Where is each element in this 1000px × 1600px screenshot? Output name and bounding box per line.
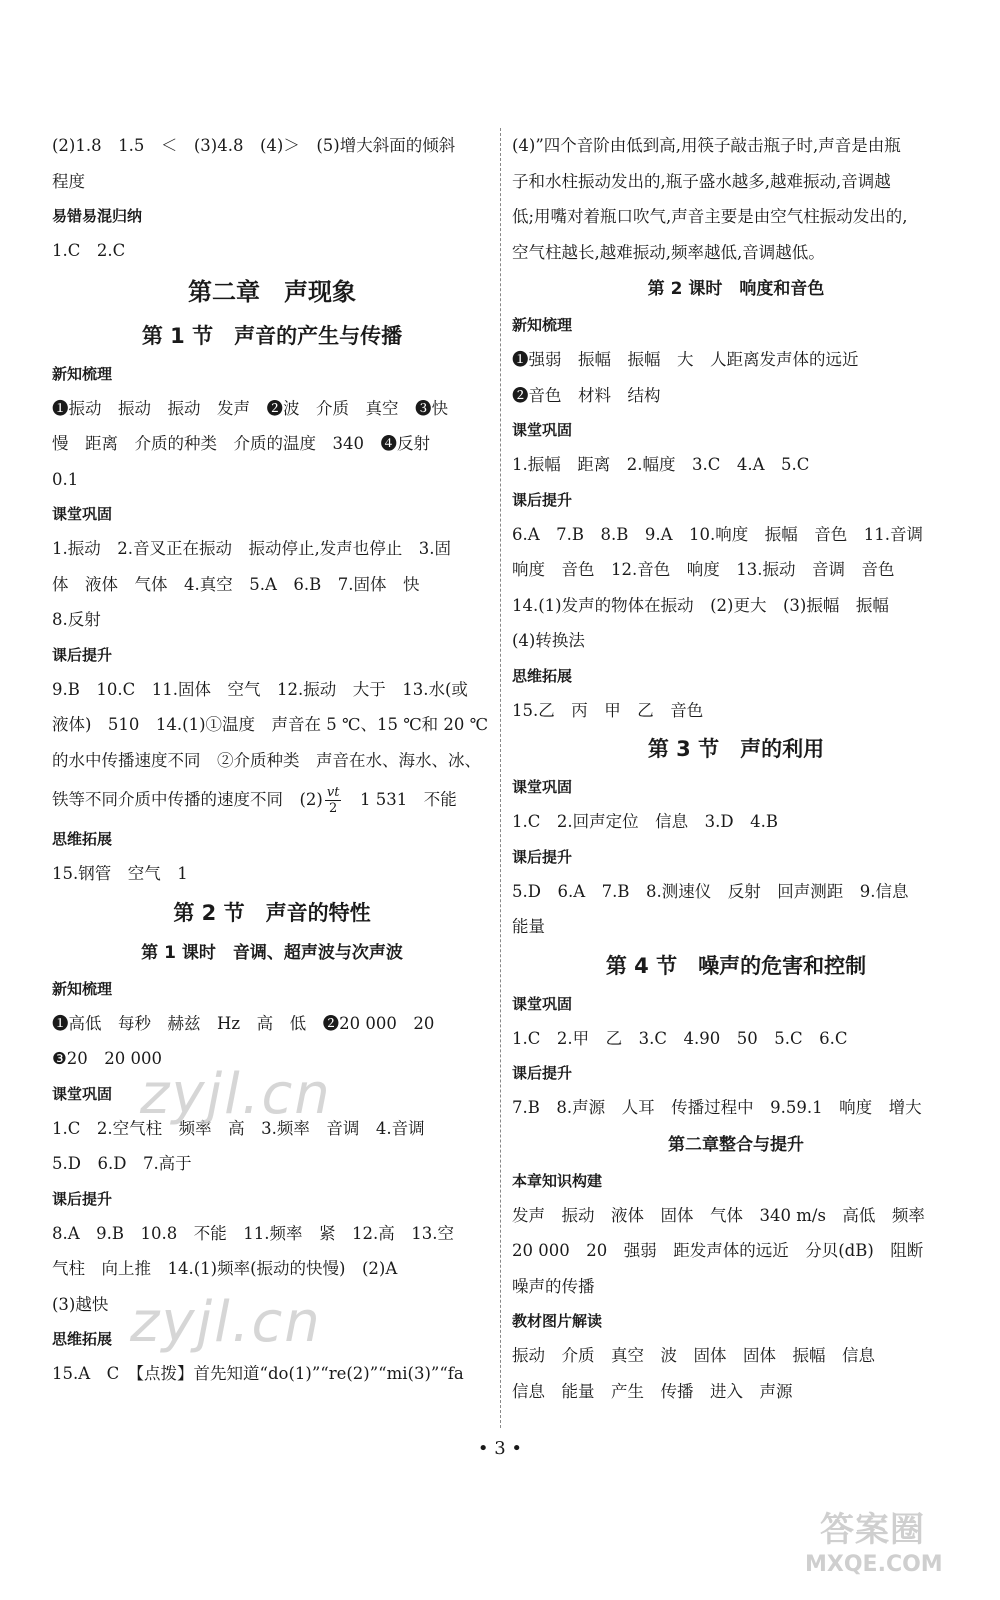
text-line: 1.C 2.甲 乙 3.C 4.90 50 5.C 6.C bbox=[512, 1028, 848, 1048]
section-label: 课后提升 bbox=[512, 490, 573, 509]
text-line: 信息 能量 产生 传播 进入 声源 bbox=[512, 1381, 793, 1401]
column-divider bbox=[500, 128, 501, 1428]
text-line: 程度 bbox=[52, 171, 85, 191]
fraction bbox=[325, 785, 342, 816]
text-span: 铁等不同介质中传播的速度不同 (2) bbox=[52, 790, 323, 809]
text-line: 0.1 bbox=[52, 469, 79, 489]
fraction-numerator: vt bbox=[326, 785, 340, 800]
text-line: 14.(1)发声的物体在振动 (2)更大 (3)振幅 振幅 bbox=[512, 595, 889, 615]
text-line: 1.C 2.C bbox=[52, 241, 126, 260]
text-line: 9.B 10.C 11.固体 空气 12.振动 大于 13.水(或 bbox=[52, 679, 468, 699]
section-label: 课堂巩固 bbox=[512, 778, 573, 796]
text-line: 能量 bbox=[512, 917, 545, 936]
text-line: (4)”四个音阶由低到高,用筷子敲击瓶子时,声音是由瓶 bbox=[512, 136, 901, 155]
review-title: 第二章整合与提升 bbox=[668, 1134, 804, 1155]
text-line: 20 000 20 强弱 距发声体的远近 分贝(dB) 阻断 bbox=[512, 1241, 924, 1260]
page-number: • 3 • bbox=[477, 1438, 523, 1459]
watermark-zyjl: zyjl.cn bbox=[140, 1062, 332, 1127]
text-line: 1.C 2.空气柱 频率 高 3.频率 音调 4.音调 bbox=[52, 1118, 425, 1138]
text-line: 慢 距离 介质的种类 介质的温度 340 ❹反射 bbox=[52, 434, 430, 453]
lesson-title: 第 2 课时 响度和音色 bbox=[647, 279, 825, 299]
section-label: 课堂巩固 bbox=[512, 421, 573, 439]
section-label: 教材图片解读 bbox=[512, 1312, 603, 1330]
section-label: 课堂巩固 bbox=[512, 994, 573, 1013]
text-line: 1.振幅 距离 2.幅度 3.C 4.A 5.C bbox=[512, 455, 810, 474]
text-line: 振动 介质 真空 波 固体 固体 振幅 信息 bbox=[512, 1346, 875, 1365]
text-line: 7.B 8.声源 人耳 传播过程中 9.59.1 响度 增大 bbox=[512, 1098, 922, 1117]
text-line: 液体) 510 14.(1)①温度 声音在 5 ℃、15 ℃和 20 ℃ bbox=[52, 715, 489, 734]
text-line: ❶强弱 振幅 振幅 大 人距离发声体的远近 bbox=[512, 350, 859, 369]
text-line: 15.钢管 空气 1 bbox=[52, 864, 188, 883]
text-line: 5.D 6.D 7.高于 bbox=[52, 1154, 192, 1173]
text-line: 子和水柱振动发出的,瓶子盛水越多,越难振动,音调越 bbox=[512, 171, 891, 191]
text-line: (4)转换法 bbox=[512, 631, 585, 650]
text-line: ❶高低 每秒 赫兹 Hz 高 低 ❷20 000 20 bbox=[52, 1013, 435, 1033]
text-line: ❷音色 材料 结构 bbox=[512, 385, 661, 405]
text-line: 1.C 2.回声定位 信息 3.D 4.B bbox=[512, 812, 778, 831]
lesson-title: 第 1 课时 音调、超声波与次声波 bbox=[141, 942, 403, 963]
text-line: 8.A 9.B 10.8 不能 11.频率 紧 12.高 13.空 bbox=[52, 1223, 454, 1243]
text-line: (3)越快 bbox=[52, 1294, 109, 1314]
section-title: 第 1 节 声音的产生与传播 bbox=[141, 323, 403, 348]
section-title: 第 4 节 噪声的危害和控制 bbox=[605, 953, 867, 978]
section-label: 新知梳理 bbox=[52, 364, 113, 383]
text-line: 气柱 向上推 14.(1)频率(振动的快慢) (2)A bbox=[52, 1259, 398, 1278]
fraction-denominator: 2 bbox=[329, 801, 338, 816]
section-label: 易错易混归纳 bbox=[52, 207, 143, 225]
section-title: 第 2 节 声音的特性 bbox=[173, 900, 371, 925]
watermark-mxqe-logo: 答案圈 bbox=[820, 1510, 925, 1550]
text-span: 1 531 不能 bbox=[343, 790, 457, 809]
section-title: 第 3 节 声的利用 bbox=[647, 737, 825, 761]
section-label: 新知梳理 bbox=[512, 316, 573, 334]
section-label: 新知梳理 bbox=[52, 979, 113, 998]
section-label: 思维拓展 bbox=[52, 830, 113, 848]
text-line: 响度 音色 12.音色 响度 13.振动 音调 音色 bbox=[512, 560, 895, 579]
section-label: 课堂巩固 bbox=[52, 505, 113, 523]
watermark-mxqe-url: MXQE.COM bbox=[805, 1552, 943, 1577]
section-label: 课后提升 bbox=[52, 645, 113, 664]
text-line: 的水中传播速度不同 ②介质种类 声音在水、海水、冰、 bbox=[52, 750, 481, 770]
chapter-title: 第二章 声现象 bbox=[188, 277, 356, 306]
right-column bbox=[512, 128, 960, 1409]
section-label: 课后提升 bbox=[512, 1064, 573, 1082]
text-line: (2)1.8 1.5 ＜ (3)4.8 (4)＞ (5)增大斜面的倾斜 bbox=[52, 136, 456, 155]
section-label: 思维拓展 bbox=[512, 666, 573, 685]
section-label: 课后提升 bbox=[512, 847, 573, 866]
text-line: 体 液体 气体 4.真空 5.A 6.B 7.固体 快 bbox=[52, 574, 420, 594]
left-column bbox=[52, 128, 492, 1392]
section-label: 课后提升 bbox=[52, 1189, 113, 1208]
watermark-zyjl: zyjl.cn bbox=[130, 1290, 322, 1355]
text-line: ❸20 20 000 bbox=[52, 1049, 163, 1068]
text-line: 空气柱越长,越难振动,频率越低,音调越低。 bbox=[512, 242, 825, 262]
text-line: 1.振动 2.音叉正在振动 振动停止,发声也停止 3.固 bbox=[52, 539, 451, 558]
text-line: 噪声的传播 bbox=[512, 1276, 595, 1296]
section-label: 思维拓展 bbox=[52, 1330, 113, 1348]
text-line: 5.D 6.A 7.B 8.测速仪 反射 回声测距 9.信息 bbox=[512, 881, 909, 901]
text-line: ❶振动 振动 振动 发声 ❷波 介质 真空 ❸快 bbox=[52, 398, 448, 418]
section-label: 本章知识构建 bbox=[512, 1171, 603, 1190]
text-line: 发声 振动 液体 固体 气体 340 m/s 高低 频率 bbox=[512, 1205, 925, 1225]
text-line-with-fraction bbox=[52, 778, 492, 822]
section-label: 课堂巩固 bbox=[52, 1084, 113, 1103]
text-line: 低;用嘴对着瓶口吹气,声音主要是由空气柱振动发出的, bbox=[512, 207, 908, 226]
text-line: 15.A C 【点拨】首先知道“do(1)”“re(2)”“mi(3)”“fa bbox=[52, 1364, 464, 1383]
text-line: 6.A 7.B 8.B 9.A 10.响度 振幅 音色 11.音调 bbox=[512, 524, 924, 544]
text-line: 15.乙 丙 甲 乙 音色 bbox=[512, 700, 704, 720]
text-line: 8.反射 bbox=[52, 610, 101, 629]
